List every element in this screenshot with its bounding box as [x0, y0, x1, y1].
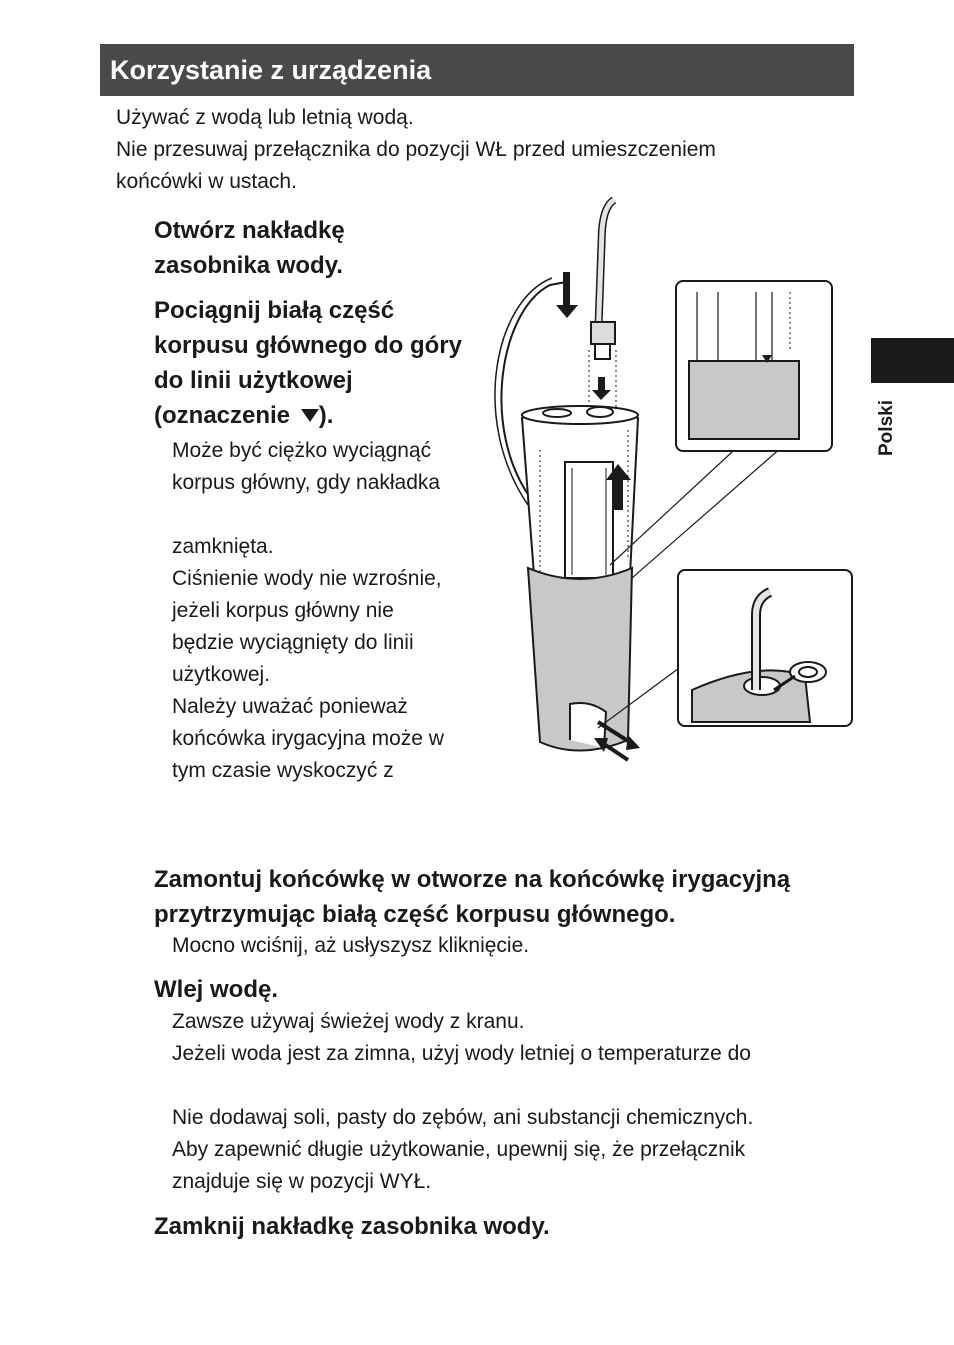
step-5-title: Zamknij nakładkę zasobnika wody.: [154, 1213, 550, 1240]
step-2-notes-b: zamknięta. Ciśnienie wody nie wzrośnie, jeżeli korpus główny nie będzie wyciągnięty do linii użytkowej. Należy uważać ponieważ końcówka irygacyjna może w tym czasie wyskoczyć z: [172, 535, 444, 782]
intro-line: końcówki w ustach.: [116, 170, 297, 193]
step-3-notes: Mocno wciśnij, aż usłyszysz kliknięcie.: [172, 934, 530, 957]
step-4-notes-a: Zawsze używaj świeżej wody z kranu. Jeżeli woda jest za zimna, użyj wody letniej o temperaturze do: [172, 1010, 751, 1065]
language-tab-label: Polski: [876, 400, 897, 456]
intro-line: Używać z wodą lub letnią wodą.: [116, 106, 414, 129]
step-4-title: Wlej wodę.: [154, 976, 279, 1003]
section-title: Korzystanie z urządzenia: [100, 44, 854, 96]
step-4-notes-b: Nie dodawaj soli, pasty do zębów, ani substancji chemicznych. Aby zapewnić długie użytkowanie, upewnij się, że przełącznik znajduje się w pozycji WYŁ.: [172, 1106, 754, 1193]
step-2-title: Pociągnij białą część korpusu głównego do góry do linii użytkowej (oznaczenie ).: [154, 297, 462, 429]
step-2-notes-a: Może być ciężko wyciągnąć korpus główny, gdy nakładka: [172, 439, 441, 494]
step-1-title: Otwórz nakładkę zasobnika wody.: [154, 217, 345, 279]
step-3-title: Zamontuj końcówkę w otworze na końcówkę irygacyjną przytrzymując białą część korpusu głównego.: [154, 866, 791, 928]
intro-line: Nie przesuwaj przełącznika do pozycji WŁ przed umieszczeniem: [116, 138, 716, 161]
